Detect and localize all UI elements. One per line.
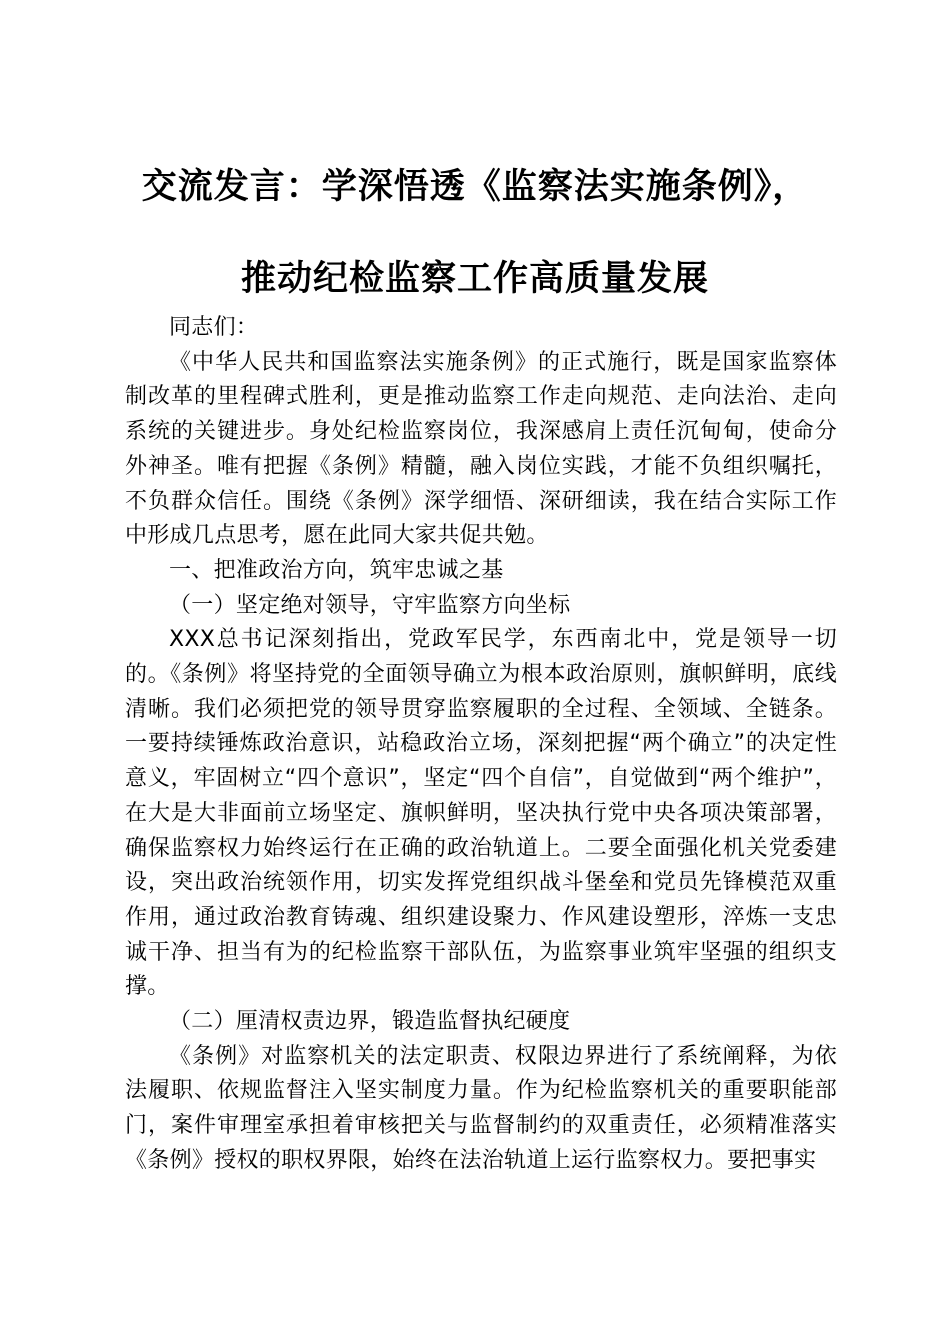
subsection-heading-1: （一）坚定绝对领导，守牢监察方向坐标 [169,592,571,618]
document-title-line-1: 交流发言：学深悟透《监察法实施条例》， [141,167,809,207]
document-title-line-2: 推动纪检监察工作高质量发展 [240,259,709,299]
body-paragraph-2: 《条例》对监察机关的法定职责、权限边界进行了系统阐释，为依法履职、依规监督注入坚实制度力量。作为纪检监察机关的重要职能部门，案件审理室承担着审核把关与监督制约的双重责任，必须精准落实《条例》授权的职权界限，始终在法治轨道上运行监察权力。要把事实 [125,1043,837,1173]
document-body [125,311,837,1179]
subsection-heading-2: （二）厘清权责边界，锻造监督执纪硬度 [169,1009,571,1035]
salutation: 同志们： [169,315,259,340]
section-heading-1: 一、把准政治方向，筑牢忠诚之基 [169,557,504,583]
intro-paragraph: 《中华人民共和国监察法实施条例》的正式施行，既是国家监察体制改革的里程碑式胜利，更是推动监察工作走向规范、走向法治、走向系统的关键进步。身处纪检监察岗位，我深感肩上责任沉甸甸，使命分外神圣。唯有把握《条例》精髓，融入岗位实践，才能不负组织嘱托，不负群众信任。围绕《条例》深学细悟、深研细读，我在结合实际工作中形成几点思考，愿在此同大家共促共勉。 [125,349,837,549]
body-paragraph-1: XXX总书记深刻指出，党政军民学，东西南北中，党是领导一切的。《条例》将坚持党的全面领导确立为根本政治原则，旗帜鲜明，底线清晰。我们必须把党的领导贯穿监察履职的全过程、全领域、全链条。一要持续锤炼政治意识，站稳政治立场，深刻把握“两个确立”的决定性意义，牢固树立“四个意识”，坚定“四个自信”，自觉做到“两个维护”，在大是大非面前立场坚定、旗帜鲜明，坚决执行党中央各项决策部署，确保监察权力始终运行在正确的政治轨道上。二要全面强化机关党委建设，突出政治统领作用，切实发挥党组织战斗堡垒和党员先锋模范双重作用，通过政治教育铸魂、组织建设聚力、作风建设塑形，淬炼一支忠诚干净、担当有为的纪检监察干部队伍，为监察事业筑牢坚强的组织支撑。 [125,627,837,1000]
